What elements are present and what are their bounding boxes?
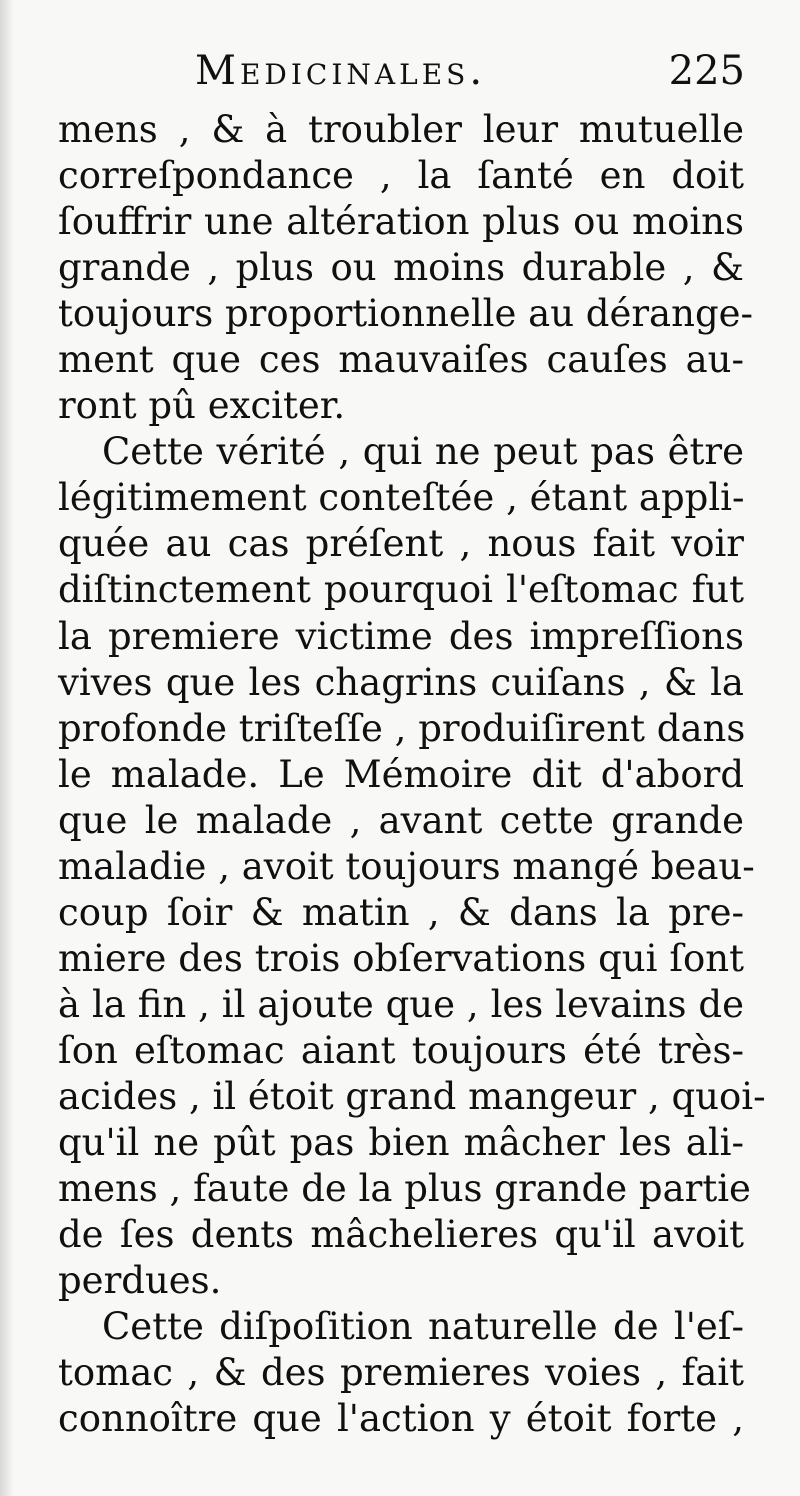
- text-line: ſouffrir une altération plus ou moins: [58, 200, 744, 244]
- text-line: ment que ces mauvaiſes cauſes au-: [58, 338, 744, 382]
- text-line: toujours proportionnelle au dérange-: [58, 292, 754, 336]
- text-line: quée au cas préſent , nous fait voir: [58, 522, 744, 566]
- text-line: miere des trois obſervations qui ſont: [58, 936, 744, 980]
- text-line: mens , faute de la plus grande partie: [58, 1167, 751, 1211]
- text-line: diſtinctement pourquoi l'eſtomac fut: [58, 568, 744, 612]
- text-line: le malade. Le Mémoire dit d'abord: [58, 752, 744, 796]
- text-line: que le malade , avant cette grande: [58, 798, 744, 842]
- text-line: tomac , & des premieres voies , fait: [58, 1351, 744, 1395]
- text-line: vives que les chagrins cuiſans , & la: [58, 660, 744, 704]
- text-line: ſon eſtomac aiant toujours été très-: [58, 1028, 744, 1072]
- page-number: 225: [668, 48, 745, 94]
- text-line: Cette diſpoſition naturelle de l'eſ-: [102, 1305, 744, 1349]
- text-line: qu'il ne pût pas bien mâcher les ali-: [58, 1121, 744, 1165]
- text-line: mens , & à troubler leur mutuelle: [58, 108, 744, 151]
- text-line: Cette vérité , qui ne peut pas être: [102, 430, 744, 474]
- text-line: maladie , avoit toujours mangé beau-: [58, 844, 755, 888]
- page-header: [195, 48, 745, 100]
- text-line: correſpondance , la ſanté en doit: [58, 154, 744, 198]
- text-line: ront pû exciter.: [58, 384, 346, 428]
- text-line: grande , plus ou moins durable , &: [58, 246, 744, 290]
- text-line: profonde triſteſſe , produiſirent dans: [58, 706, 746, 750]
- running-title: Medicinales.: [195, 48, 487, 94]
- text-line: à la fin , il ajoute que , les levains de: [58, 982, 744, 1026]
- page-edge-shadow: [0, 0, 14, 1496]
- body-text: [58, 107, 766, 1442]
- text-line: légitimement conteſtée , étant appli-: [58, 476, 745, 520]
- text-line: connoître que l'action y étoit forte ,: [58, 1397, 744, 1441]
- text-line: de ſes dents mâchelieres qu'il avoit: [58, 1213, 744, 1257]
- text-line: perdues.: [58, 1259, 222, 1303]
- text-line: acides , il étoit grand mangeur , quoi-: [58, 1074, 766, 1118]
- text-line: coup ſoir & matin , & dans la pre-: [58, 890, 744, 934]
- text-line: la premiere victime des impreſſions: [58, 614, 744, 658]
